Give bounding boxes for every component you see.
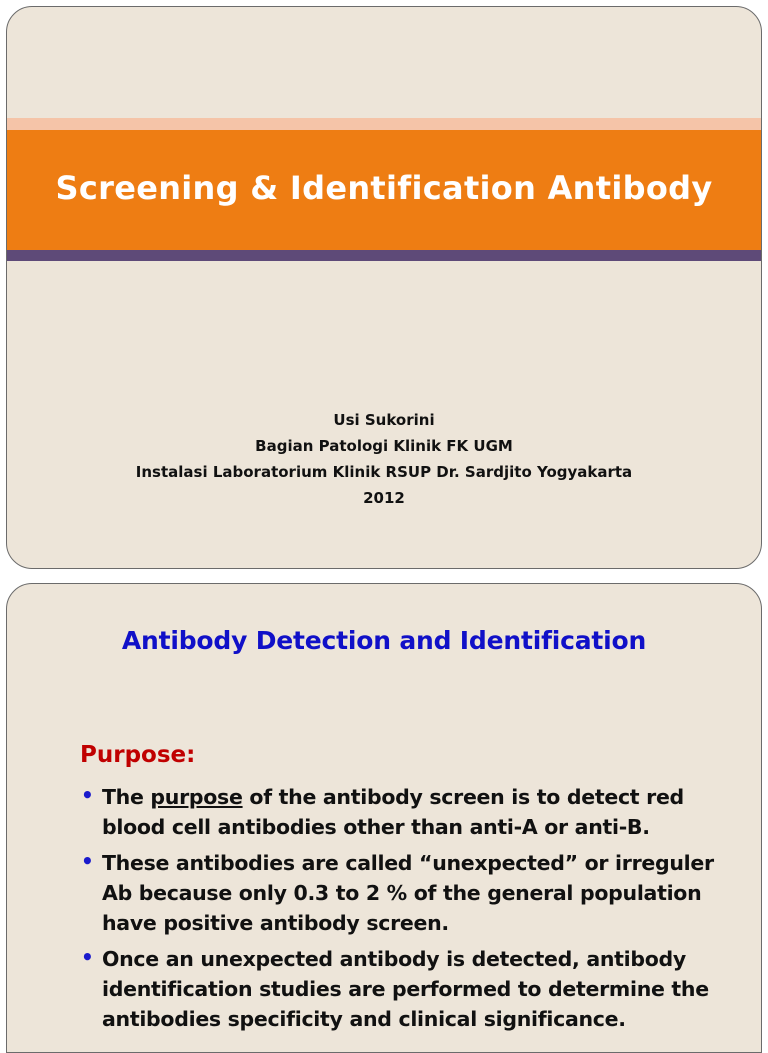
purpose-heading: Purpose: [80,742,196,768]
slide-title: Screening & Identification Antibody [55,169,713,207]
content-slide [6,583,762,1053]
bullet-list [81,782,721,1040]
author-name: Usi Sukorini [333,411,435,429]
presentation-year: 2012 [363,489,405,507]
title-band-top-stripe [7,118,761,130]
bullet-text-pre: The [102,785,151,809]
bullet-text-post: of the antibody screen is to detect red blood cell antibodies other than anti-A or anti-B. [102,785,684,839]
author-department: Bagian Patologi Klinik FK UGM [255,437,513,455]
bullet-item [81,848,721,938]
bullet-icon: • [81,849,94,873]
title-slide [6,6,762,569]
bullet-text-underlined: purpose [150,785,243,809]
author-institution: Instalasi Laboratorium Klinik RSUP Dr. Sardjito Yogyakarta [135,463,633,481]
title-band [7,130,761,250]
bullet-item [81,944,721,1034]
slide-title: Antibody Detection and Identification [121,626,647,655]
title-band-bottom-stripe [7,250,761,261]
bullet-text: These antibodies are called “unexpected” or irreguler Ab because only 0.3 to 2 % of the general population have positive antibody screen. [102,851,714,935]
bullet-text: Once an unexpected antibody is detected, antibody identification studies are performed to determine the antibodies specificity and clinical significance. [102,947,709,1031]
bullet-icon: • [81,945,94,969]
bullet-item [81,782,721,842]
bullet-icon: • [81,783,94,807]
author-block [7,407,761,511]
